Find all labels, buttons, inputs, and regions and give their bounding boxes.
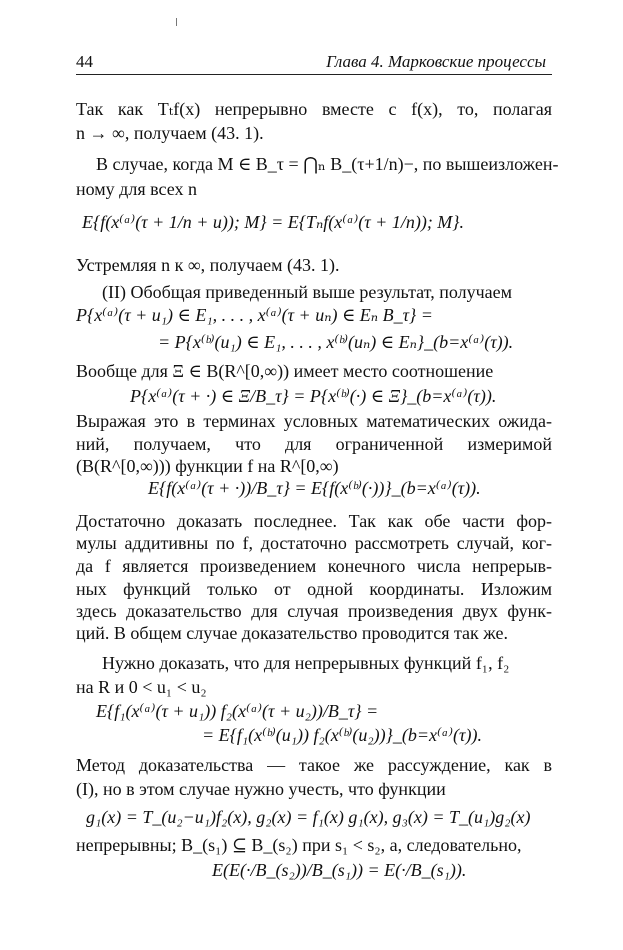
text-line: Нужно доказать, что для непрерывных функций f₁, f₂ [102, 653, 510, 673]
page-number: 44 [76, 52, 93, 71]
text-line: Выражая это в терминах условных математических ожида- [76, 411, 552, 431]
text-line: ций. В общем случае доказательство проводится так же. [76, 623, 508, 643]
running-header [76, 50, 552, 75]
formula: = P{x⁽ᵇ⁾(u₁) ∈ E₁, . . . , x⁽ᵇ⁾(uₙ) ∈ Eₙ}_(b=x⁽ᵃ⁾(τ)). [158, 332, 514, 352]
formula: g₁(x) = T_(u₂−u₁)f₂(x), g₂(x) = f₁(x) g₁(x), g₃(x) = T_(u₁)g₂(x) [86, 807, 531, 827]
text-line: Вообще для Ξ ∈ B(R^[0,∞)) имеет место соотношение [76, 361, 494, 381]
formula: P{x⁽ᵃ⁾(τ + u₁) ∈ E₁, . . . , x⁽ᵃ⁾(τ + uₙ) ∈ Eₙ B_τ} = [76, 305, 433, 325]
text-line: Так как Tₜf(x) непрерывно вместе с f(x), то, полагая [76, 99, 552, 119]
text-line: Достаточно доказать последнее. Так как обе части фор- [76, 511, 552, 531]
formula: E{f(x⁽ᵃ⁾(τ + ·))/B_τ} = E{f(x⁽ᵇ⁾(·))}_(b=x⁽ᵃ⁾(τ)). [148, 478, 481, 498]
text-line: здесь доказательство для случая произведения двух функ- [76, 601, 552, 621]
scan-mark [176, 18, 177, 26]
formula: E{f₁(x⁽ᵃ⁾(τ + u₁)) f₂(x⁽ᵃ⁾(τ + u₂))/B_τ} = [96, 701, 379, 721]
text-line: В случае, когда M ∈ B_τ = ⋂ₙ B_(τ+1/n)−, по вышеизложен- [96, 154, 559, 174]
text-line: n → ∞, получаем (43. 1). [76, 123, 264, 143]
text-line: ных функций только от одной координаты. Изложим [76, 579, 552, 599]
text-line: ний, получаем, что для ограниченной измеримой [76, 434, 552, 454]
formula: = E{f₁(x⁽ᵇ⁾(u₁)) f₂(x⁽ᵇ⁾(u₂))}_(b=x⁽ᵃ⁾(τ)). [202, 725, 482, 745]
text-line: Метод доказательства — такое же рассуждение, как в [76, 755, 552, 775]
formula: E(E(·/B_(s₂))/B_(s₁)) = E(·/B_(s₁)). [212, 860, 467, 880]
text-line: ному для всех n [76, 179, 197, 199]
text-line: (B(R^[0,∞))) функции f на R^[0,∞) [76, 456, 339, 476]
text-line: Устремляя n к ∞, получаем (43. 1). [76, 255, 340, 275]
text-line: (II) Обобщая приведенный выше результат, получаем [102, 282, 512, 302]
text-line: да f является произведением конечного числа непрерыв- [76, 556, 552, 576]
chapter-title: Глава 4. Марковские процессы [326, 52, 546, 71]
text-line: непрерывны; B_(s₁) ⊆ B_(s₂) при s₁ < s₂, а, следовательно, [76, 835, 522, 855]
text-line: мулы аддитивны по f, достаточно рассмотреть случай, ког- [76, 533, 552, 553]
formula: E{f(x⁽ᵃ⁾(τ + 1/n + u)); M} = E{Tₙf(x⁽ᵃ⁾(τ + 1/n)); M}. [82, 212, 464, 232]
text-line: на R и 0 < u₁ < u₂ [76, 677, 207, 697]
text-line: (I), но в этом случае нужно учесть, что функции [76, 779, 446, 799]
formula: P{x⁽ᵃ⁾(τ + ·) ∈ Ξ/B_τ} = P{x⁽ᵇ⁾(·) ∈ Ξ}_(b=x⁽ᵃ⁾(τ)). [130, 386, 497, 406]
